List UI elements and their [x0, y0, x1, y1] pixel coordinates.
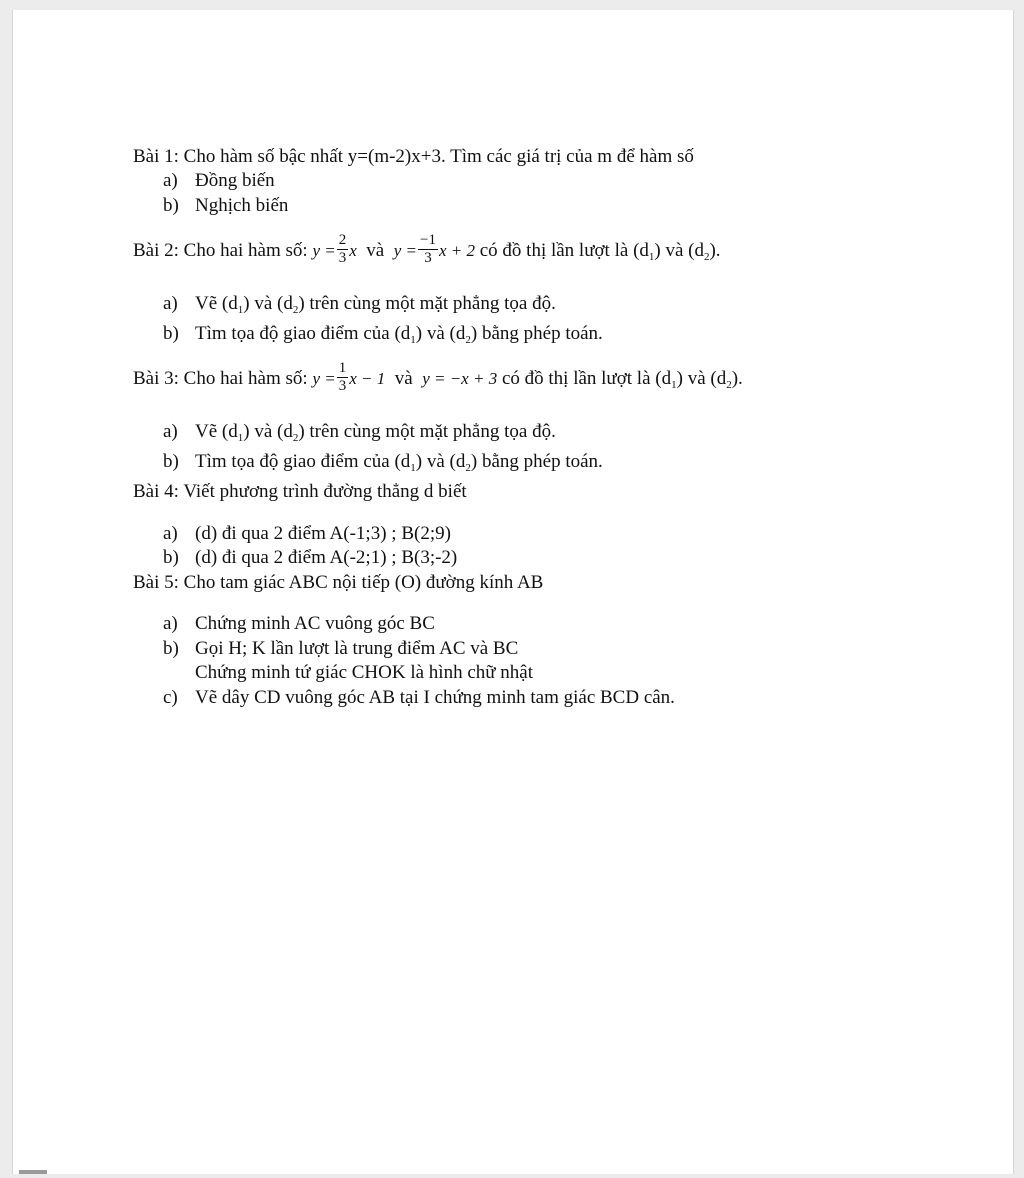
bai3-d2: d	[716, 367, 727, 389]
bai3-f1-num: 1	[338, 360, 347, 376]
bai3-b-pre: Tìm tọa độ giao điểm của	[195, 451, 390, 472]
bai3-d2-sub: 2	[726, 378, 732, 391]
bai3-f1-fraction	[337, 360, 349, 395]
bai3-a-d1: d	[228, 421, 238, 442]
bai2-f1-rhs: x	[349, 240, 357, 260]
bai3-a-pre: Vẽ	[195, 421, 218, 442]
bai3-a-d2: d	[283, 421, 293, 442]
bai3-prefix: Bài 3: Cho hai hàm số:	[133, 367, 308, 389]
bai2-and: và	[366, 239, 385, 261]
bai5-c-label: c)	[163, 687, 178, 708]
bai2-a-d1: d	[228, 293, 238, 314]
document-page	[12, 10, 1014, 1174]
bai3-b-d2-sub: 2	[465, 462, 471, 474]
bai3-b-label: b)	[163, 451, 179, 472]
bai2-f2-fraction	[418, 232, 438, 267]
bai3-suffix: có đồ thị lần lượt là	[501, 367, 651, 389]
bai1-b-label: b)	[163, 195, 179, 216]
bai3-and: và	[394, 367, 413, 389]
bai2-a-post: trên cùng một mặt phẳng tọa độ.	[309, 293, 556, 314]
bai1-a-label: a)	[163, 170, 178, 191]
bai4-a-label: a)	[163, 523, 178, 544]
bai3-a-text: Vẽ $(d_1)$ và $(d_2)$ trên cùng một mặt phẳng tọa độ.	[195, 421, 556, 444]
bai2-d1: d	[639, 239, 649, 261]
bai3-and2: và	[687, 367, 706, 389]
bai2-title: Bài 2: Cho hai hàm số: y = $\frac{2}{3}$ x và y = $\frac{-1}{3}$ x + 2 có đồ thị lần lượt là $(d_1)$ và $(d_2)$.	[133, 232, 721, 266]
bai2-f2-rhs: x + 2	[438, 240, 475, 260]
bai2-b-text: Tìm tọa độ giao điểm của $(d_1)$ và $(d_2)$ bằng phép toán.	[195, 323, 603, 346]
bai3-d1: d	[661, 367, 672, 389]
bai2-a-label: a)	[163, 293, 178, 314]
bai2-a-d1-sub: 1	[237, 304, 244, 316]
bai4-title: Bài 4: Viết phương trình đường thẳng d biết	[133, 481, 467, 502]
bai2-a-text: Vẽ $(d_1)$ và $(d_2)$ trên cùng một mặt phẳng tọa độ.	[195, 293, 556, 316]
bai3-a-d2-sub: 2	[292, 432, 299, 444]
bai3-f1-rhs: x − 1	[349, 368, 386, 388]
bai5-a-text: Chứng minh AC vuông góc BC	[195, 613, 435, 634]
bai3-title: Bài 3: Cho hai hàm số: y = $\frac{1}{3}$ x − 1 và y = −x + 3 có đồ thị lần lượt là $(d_1)$ và $(d_2)$.	[133, 360, 743, 394]
bai2-b-d1: d	[400, 323, 411, 344]
bai5-b-text-cont: Chứng minh tứ giác CHOK là hình chữ nhật	[195, 662, 534, 683]
bai2-f1-den: 3	[338, 250, 347, 266]
bai2-f2-lhs: y =	[393, 240, 417, 260]
bai2-and2: và	[665, 239, 684, 261]
bai3-a-mid: và	[254, 421, 273, 442]
bai1-a-text: Đồng biến	[195, 170, 275, 191]
bai5-a-label: a)	[163, 613, 178, 634]
bai2-b-d2-sub: 2	[465, 334, 471, 346]
bai2-a-d2: d	[283, 293, 293, 314]
bai2-f1-lhs: y =	[312, 240, 336, 260]
bai2-prefix: Bài 2: Cho hai hàm số:	[133, 239, 308, 261]
bai2-suffix: có đồ thị lần lượt là	[479, 239, 629, 261]
bai3-f1-lhs: y =	[312, 368, 336, 388]
bai3-b-post: bằng phép toán.	[481, 451, 603, 472]
bai2-b-pre: Tìm tọa độ giao điểm của	[195, 323, 390, 344]
bai2-b-d2: d	[455, 323, 466, 344]
bai1-title: Bài 1: Cho hàm số bậc nhất y=(m-2)x+3. Tìm các giá trị của m để hàm số	[133, 146, 694, 167]
bai2-a-d2-sub: 2	[292, 304, 299, 316]
bai2-d2-sub: 2	[703, 250, 710, 263]
page-edge-mark	[19, 1170, 47, 1174]
bai3-b-d1-sub: 1	[410, 462, 416, 474]
bai2-f1-num: 2	[338, 232, 347, 248]
bai3-f2: y = −x + 3	[422, 368, 498, 388]
bai2-b-post: bằng phép toán.	[481, 323, 603, 344]
bai3-d1-sub: 1	[671, 378, 677, 391]
bai2-b-label: b)	[163, 323, 179, 344]
bai2-f2-den: 3	[424, 250, 432, 266]
bai3-a-label: a)	[163, 421, 178, 442]
bai3-a-d1-sub: 1	[237, 432, 244, 444]
bai2-d1-sub: 1	[648, 250, 655, 263]
bai2-f2-num: −1	[419, 232, 436, 248]
bai2-b-d1-sub: 1	[410, 334, 416, 346]
bai2-f1-fraction	[337, 232, 349, 267]
bai3-a-post: trên cùng một mặt phẳng tọa độ.	[309, 421, 556, 442]
bai3-b-d1: d	[400, 451, 411, 472]
bai5-b-label: b)	[163, 638, 179, 659]
bai4-b-label: b)	[163, 547, 179, 568]
bai5-title: Bài 5: Cho tam giác ABC nội tiếp (O) đường kính AB	[133, 572, 544, 593]
bai2-a-mid: và	[254, 293, 273, 314]
bai2-a-pre: Vẽ	[195, 293, 218, 314]
bai3-b-text: Tìm tọa độ giao điểm của $(d_1)$ và $(d_2)$ bằng phép toán.	[195, 451, 603, 474]
bai1-b-text: Nghịch biến	[195, 195, 289, 216]
bai3-b-d2: d	[455, 451, 466, 472]
bai2-b-mid: và	[426, 323, 445, 344]
bai4-a-text: (d) đi qua 2 điểm A(-1;3) ; B(2;9)	[195, 523, 451, 544]
bai3-f1-den: 3	[338, 378, 347, 394]
bai4-b-text: (d) đi qua 2 điểm A(-2;1) ; B(3;-2)	[195, 547, 458, 568]
bai5-c-text: Vẽ dây CD vuông góc AB tại I chứng minh tam giác BCD cân.	[195, 687, 675, 708]
bai3-b-mid: và	[426, 451, 445, 472]
bai2-d2: d	[694, 239, 704, 261]
bai5-b-text: Gọi H; K lần lượt là trung điểm AC và BC	[195, 638, 519, 659]
